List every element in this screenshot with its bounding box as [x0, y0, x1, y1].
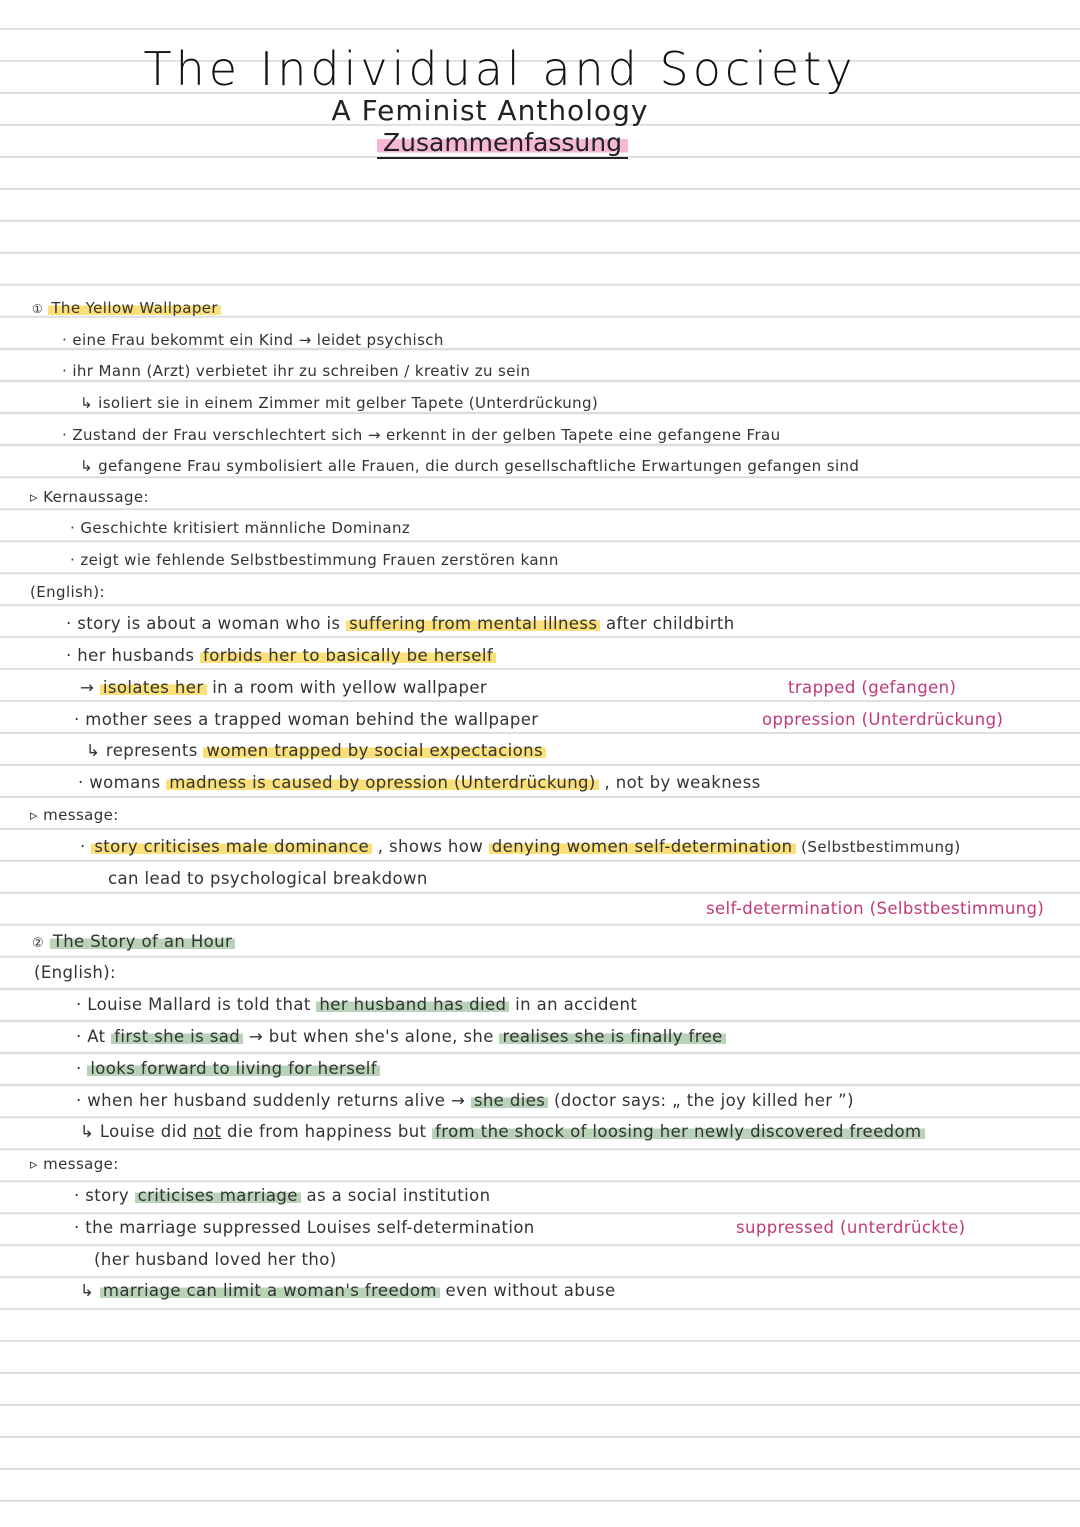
english-label: (English):	[34, 963, 117, 982]
highlight: isolates her	[100, 678, 207, 697]
section-2-title: The Story of an Hour	[50, 932, 235, 951]
text: · womans	[78, 773, 161, 792]
message-label: ▹ message:	[30, 1155, 119, 1173]
highlight: story criticises male dominance	[91, 837, 372, 856]
list-item	[78, 773, 761, 792]
highlight: realises she is finally free	[499, 1027, 725, 1046]
english-label: (English):	[30, 583, 105, 601]
list-item	[76, 1027, 726, 1046]
section-1-title: The Yellow Wallpaper	[48, 299, 221, 317]
highlight: she dies	[471, 1091, 548, 1110]
text: (Selbstbestimmung)	[801, 838, 961, 856]
highlight: denying women self-determination	[489, 837, 796, 856]
message-line	[80, 837, 961, 856]
text: · when her husband suddenly returns alive →	[76, 1091, 466, 1110]
highlight: from the shock of loosing her newly discovered freedom	[432, 1122, 924, 1141]
text: · story is about a woman who is	[66, 614, 341, 633]
page-title: The Individual and Society	[143, 42, 857, 96]
arrow-icon: →	[80, 678, 95, 697]
subheading-text: Zusammenfassung	[377, 128, 628, 159]
highlight: suffering from mental illness	[346, 614, 600, 633]
message-line: can lead to psychological breakdown	[108, 869, 428, 888]
text: ↳ represents	[86, 741, 198, 760]
list-item: ↳ isoliert sie in einem Zimmer mit gelber Tapete (Unterdrückung)	[80, 394, 599, 412]
circled-number-2-icon: ②	[32, 936, 45, 951]
list-item: ↳ gefangene Frau symbolisiert alle Frauen, die durch gesellschaftliche Erwartungen gefangen sind	[80, 457, 860, 475]
circled-number-1-icon: ①	[32, 302, 44, 316]
text: · her husbands	[66, 646, 195, 665]
message-line	[80, 1281, 616, 1300]
page-subtitle: A Feminist Anthology	[331, 94, 649, 127]
list-item	[80, 678, 487, 697]
list-item: · zeigt wie fehlende Selbstbestimmung Frauen zerstören kann	[70, 551, 559, 569]
list-item	[76, 1059, 380, 1078]
text: → but when she's alone, she	[248, 1027, 494, 1046]
page-subheading	[377, 128, 628, 157]
list-item: · ihr Mann (Arzt) verbietet ihr zu schreiben / kreativ zu sein	[62, 362, 531, 380]
message-line	[74, 1186, 490, 1205]
text: · story	[74, 1186, 129, 1205]
highlight: looks forward to living for herself	[87, 1059, 380, 1078]
message-line: · the marriage suppressed Louises self-determination	[74, 1218, 535, 1237]
text: ↳ Louise did	[80, 1122, 188, 1141]
text: as a social institution	[306, 1186, 491, 1205]
margin-note: oppression (Unterdrückung)	[762, 710, 1004, 729]
text: , not by weakness	[604, 773, 761, 792]
highlight: marriage can limit a woman's freedom	[100, 1281, 440, 1300]
highlight: madness is caused by opression (Unterdrückung)	[166, 773, 599, 792]
margin-note: trapped (gefangen)	[788, 678, 957, 697]
bullet: ·	[80, 837, 86, 856]
list-item: · Zustand der Frau verschlechtert sich → erkennt in der gelben Tapete eine gefangene Frau	[62, 426, 781, 444]
list-item: · Geschichte kritisiert männliche Dominanz	[70, 519, 411, 537]
margin-note: suppressed (unterdrückte)	[736, 1218, 966, 1237]
text: after childbirth	[606, 614, 735, 633]
text: die from happiness but	[226, 1122, 427, 1141]
section-1-heading	[32, 299, 221, 317]
message-line: (her husband loved her tho)	[94, 1250, 337, 1269]
highlight: women trapped by social expectacions	[203, 741, 546, 760]
text: , shows how	[377, 837, 484, 856]
list-item	[76, 995, 637, 1014]
text: in a room with yellow wallpaper	[212, 678, 488, 697]
list-item	[66, 614, 735, 633]
list-item	[80, 1122, 925, 1141]
text: · Louise Mallard is told that	[76, 995, 311, 1014]
text: (doctor says: „ the joy killed her ”)	[553, 1091, 854, 1110]
kernaussage-label: ▹ Kernaussage:	[30, 488, 149, 506]
margin-note: self-determination (Selbstbestimmung)	[706, 899, 1045, 918]
highlight: first she is sad	[111, 1027, 243, 1046]
message-label: ▹ message:	[30, 806, 119, 824]
text: in an accident	[515, 995, 638, 1014]
list-item	[76, 1091, 854, 1110]
section-2-heading	[32, 932, 235, 951]
highlight: forbids her to basically be herself	[200, 646, 496, 665]
highlight: criticises marriage	[135, 1186, 301, 1205]
list-item	[66, 646, 496, 665]
list-item: · mother sees a trapped woman behind the wallpaper	[74, 710, 539, 729]
text: even without abuse	[445, 1281, 616, 1300]
text: · At	[76, 1027, 106, 1046]
highlight: her husband has died	[316, 995, 509, 1014]
list-item	[86, 741, 546, 760]
text: ↳	[80, 1281, 95, 1300]
text: ·	[76, 1059, 82, 1078]
list-item: · eine Frau bekommt ein Kind → leidet psychisch	[62, 331, 444, 349]
underlined-text: not	[193, 1122, 222, 1141]
